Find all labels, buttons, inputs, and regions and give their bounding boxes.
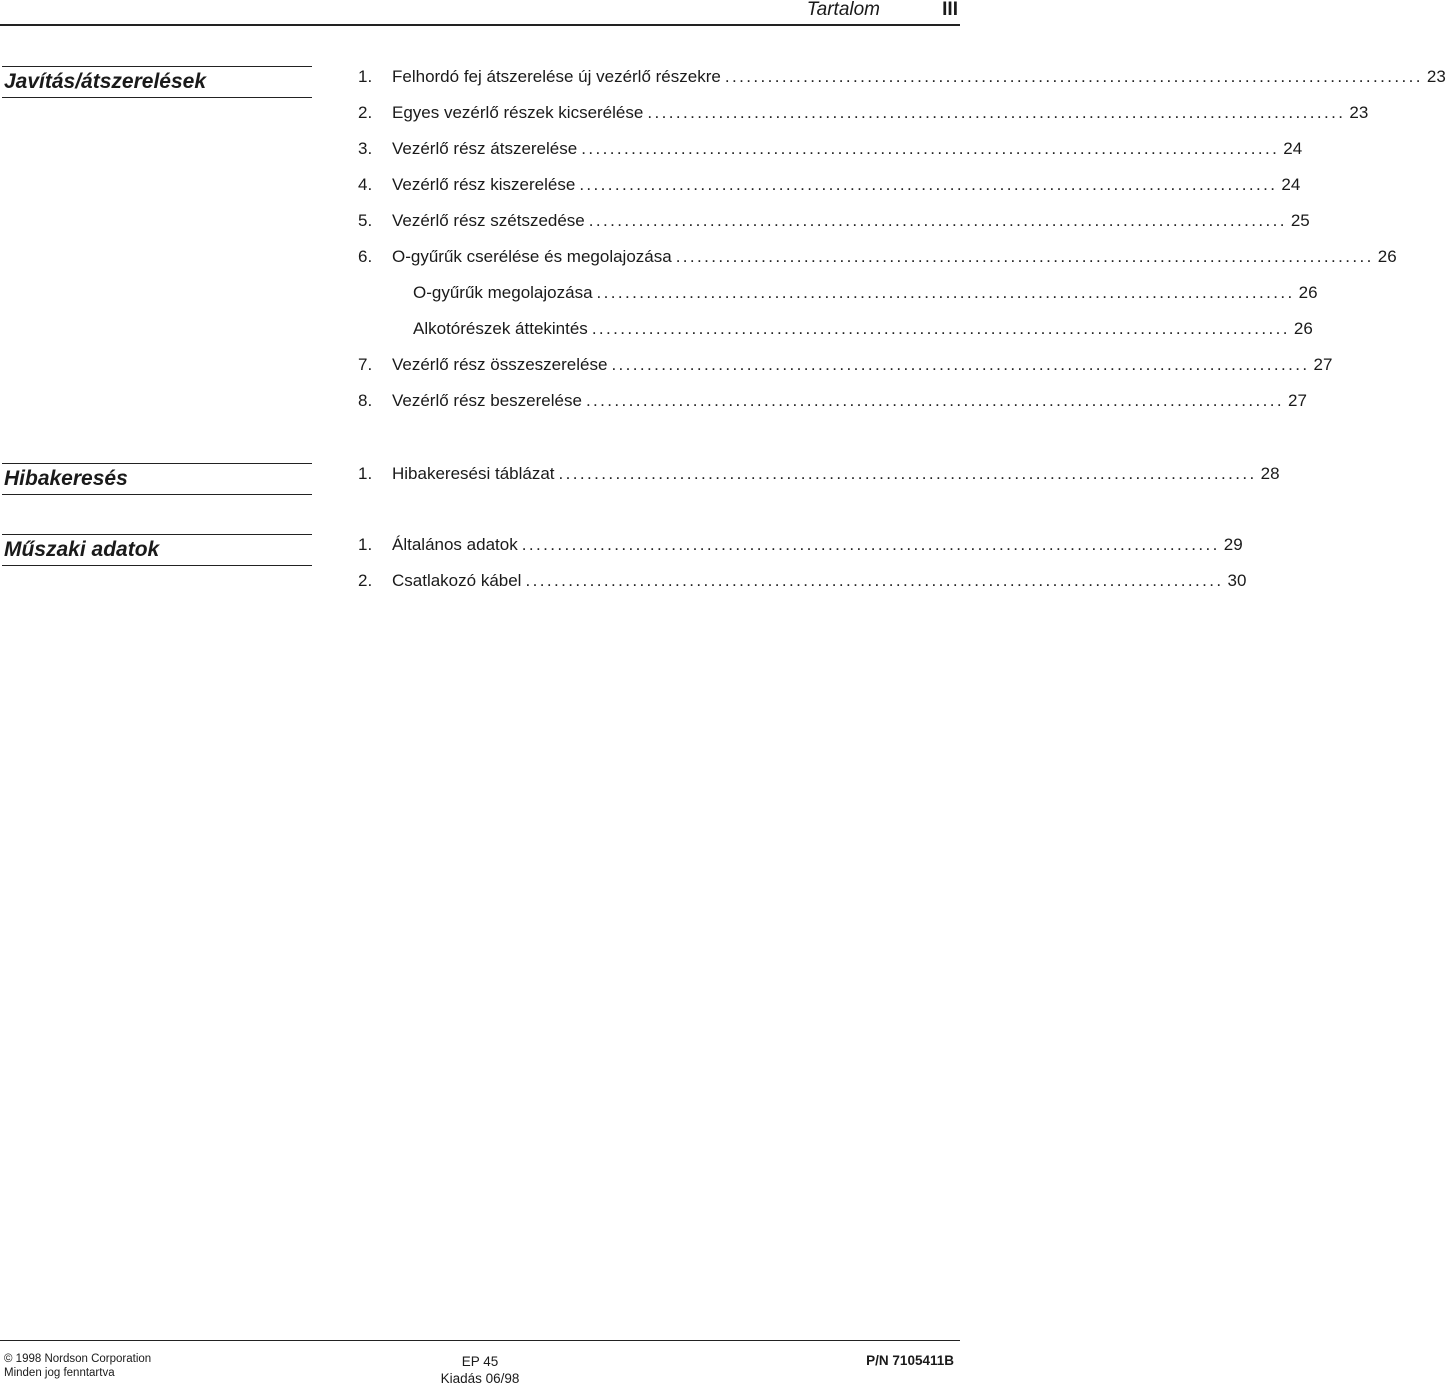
dot-leader: .................................................................................................. xyxy=(558,464,1257,483)
footer-rule xyxy=(0,1340,960,1341)
toc-number: 1. xyxy=(358,67,373,86)
toc-label: Vezérlő rész szétszedése xyxy=(392,211,585,230)
toc-number: 1. xyxy=(358,464,373,483)
toc-number: 7. xyxy=(358,355,373,374)
toc-entry[interactable] xyxy=(358,246,1397,282)
toc-number: 1. xyxy=(358,535,373,554)
page-number: III xyxy=(942,0,958,20)
dot-leader: .................................................................................................. xyxy=(525,571,1224,590)
dot-leader: .................................................................................................. xyxy=(521,535,1220,554)
toc-label: Általános adatok xyxy=(392,535,518,554)
toc-subentry[interactable] xyxy=(358,282,1318,318)
toc-label: Csatlakozó kábel xyxy=(392,571,522,590)
toc-number: 8. xyxy=(358,391,373,410)
toc-list xyxy=(358,66,1446,426)
footer-product-block xyxy=(380,1353,580,1387)
dot-leader: .................................................................................................. xyxy=(675,247,1374,266)
toc-label: Felhordó fej átszerelése új vezérlő részekre xyxy=(392,67,721,86)
section-title: Hibakeresés xyxy=(2,463,312,495)
toc-page: 28 xyxy=(1260,464,1280,483)
dot-leader: .................................................................................................. xyxy=(724,67,1423,86)
toc-number: 6. xyxy=(358,247,373,266)
section-title: Műszaki adatok xyxy=(2,534,312,566)
dot-leader: .................................................................................................. xyxy=(611,355,1310,374)
toc-page: 29 xyxy=(1223,535,1243,554)
toc-label: Hibakeresési táblázat xyxy=(392,464,555,483)
toc-page: 25 xyxy=(1290,211,1310,230)
toc-label: Vezérlő rész összeszerelése xyxy=(392,355,608,374)
toc-number: 2. xyxy=(358,103,373,122)
toc-page: 26 xyxy=(1298,283,1318,302)
dot-leader: .................................................................................................. xyxy=(591,319,1290,338)
page-header-title: Tartalom xyxy=(806,0,880,20)
toc-number: 5. xyxy=(358,211,373,230)
toc-entry[interactable] xyxy=(358,463,1280,499)
toc-entry[interactable] xyxy=(358,390,1307,426)
toc-list xyxy=(358,463,1280,499)
copyright-text: © 1998 Nordson Corporation xyxy=(4,1353,152,1365)
rights-text: Minden jog fenntartva xyxy=(4,1367,115,1379)
toc-entry[interactable] xyxy=(358,66,1446,102)
toc-label: Vezérlő rész átszerelése xyxy=(392,139,578,158)
dot-leader: .................................................................................................. xyxy=(588,211,1287,230)
toc-entry[interactable] xyxy=(358,138,1303,174)
product-name: EP 45 xyxy=(461,1354,499,1369)
toc-number: 3. xyxy=(358,139,373,158)
toc-entry[interactable] xyxy=(358,534,1243,570)
dot-leader: .................................................................................................. xyxy=(647,103,1346,122)
toc-page: 23 xyxy=(1426,67,1446,86)
toc-entry[interactable] xyxy=(358,210,1310,246)
toc-label: Vezérlő rész beszerelése xyxy=(392,391,582,410)
toc-label: Vezérlő rész kiszerelése xyxy=(392,175,576,194)
toc-entry[interactable] xyxy=(358,174,1301,210)
header-rule xyxy=(0,24,960,26)
toc-page: 26 xyxy=(1377,247,1397,266)
dot-leader: .................................................................................................. xyxy=(579,175,1278,194)
toc-entry[interactable] xyxy=(358,354,1333,390)
toc-label: Egyes vezérlő részek kicserélése xyxy=(392,103,644,122)
toc-page: 27 xyxy=(1313,355,1333,374)
toc-number: 4. xyxy=(358,175,373,194)
toc-label: Alkotórészek áttekintés xyxy=(413,319,588,338)
toc-subentry[interactable] xyxy=(358,318,1313,354)
part-number: P/N 7105411B xyxy=(866,1353,954,1368)
section-title: Javítás/átszerelések xyxy=(2,66,312,98)
toc-page: 27 xyxy=(1288,391,1307,410)
toc-page: 26 xyxy=(1293,319,1313,338)
edition-text: Kiadás 06/98 xyxy=(440,1371,520,1386)
toc-label: O-gyűrűk megolajozása xyxy=(413,283,593,302)
dot-leader: .................................................................................................. xyxy=(581,139,1280,158)
toc-entry[interactable] xyxy=(358,570,1247,606)
toc-page: 23 xyxy=(1349,103,1369,122)
toc-label: O-gyűrűk cserélése és megolajozása xyxy=(392,247,672,266)
toc-number: 2. xyxy=(358,571,373,590)
toc-entry[interactable] xyxy=(358,102,1369,138)
footer-copyright-block xyxy=(4,1352,151,1380)
toc-page: 24 xyxy=(1283,139,1303,158)
toc-list xyxy=(358,534,1247,606)
dot-leader: .................................................................................................. xyxy=(596,283,1295,302)
toc-page: 24 xyxy=(1281,175,1301,194)
toc-page: 30 xyxy=(1227,571,1247,590)
dot-leader: .................................................................................................. xyxy=(585,391,1285,410)
